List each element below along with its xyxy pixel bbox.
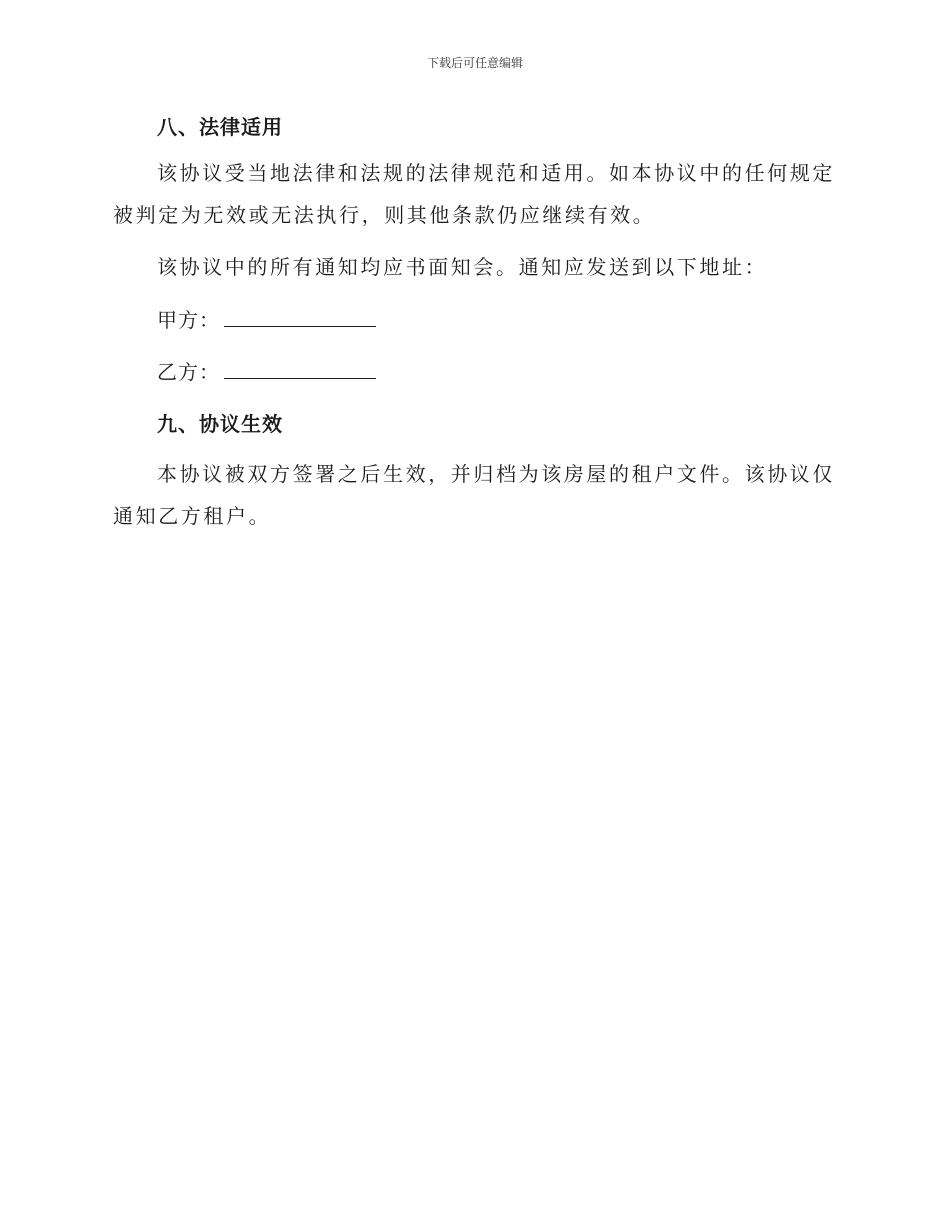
section-9-heading: 九、协议生效 bbox=[157, 412, 283, 436]
party-a-blank bbox=[224, 306, 376, 327]
section-8-paragraph-2: 该协议中的所有通知均应书面知会。通知应发送到以下地址： bbox=[157, 255, 768, 279]
party-b-line bbox=[113, 357, 835, 387]
party-a-line bbox=[113, 305, 835, 335]
section-8-heading: 八、法律适用 bbox=[157, 115, 283, 139]
page-header: 下载后可任意编辑 bbox=[426, 56, 523, 70]
section-9-paragraph-1: 本协议被双方签署之后生效，并归档为该房屋的租户文件。该协议仅通知乙方租户。 bbox=[113, 462, 835, 528]
party-b-blank bbox=[224, 358, 376, 379]
section-8-paragraph-1: 该协议受当地法律和法规的法律规范和适用。如本协议中的任何规定被判定为无效或无法执行，则其他条款仍应继续有效。 bbox=[113, 161, 835, 227]
party-a-label: 甲方： bbox=[157, 308, 220, 332]
party-b-label: 乙方： bbox=[157, 360, 220, 384]
document-body bbox=[113, 112, 835, 537]
